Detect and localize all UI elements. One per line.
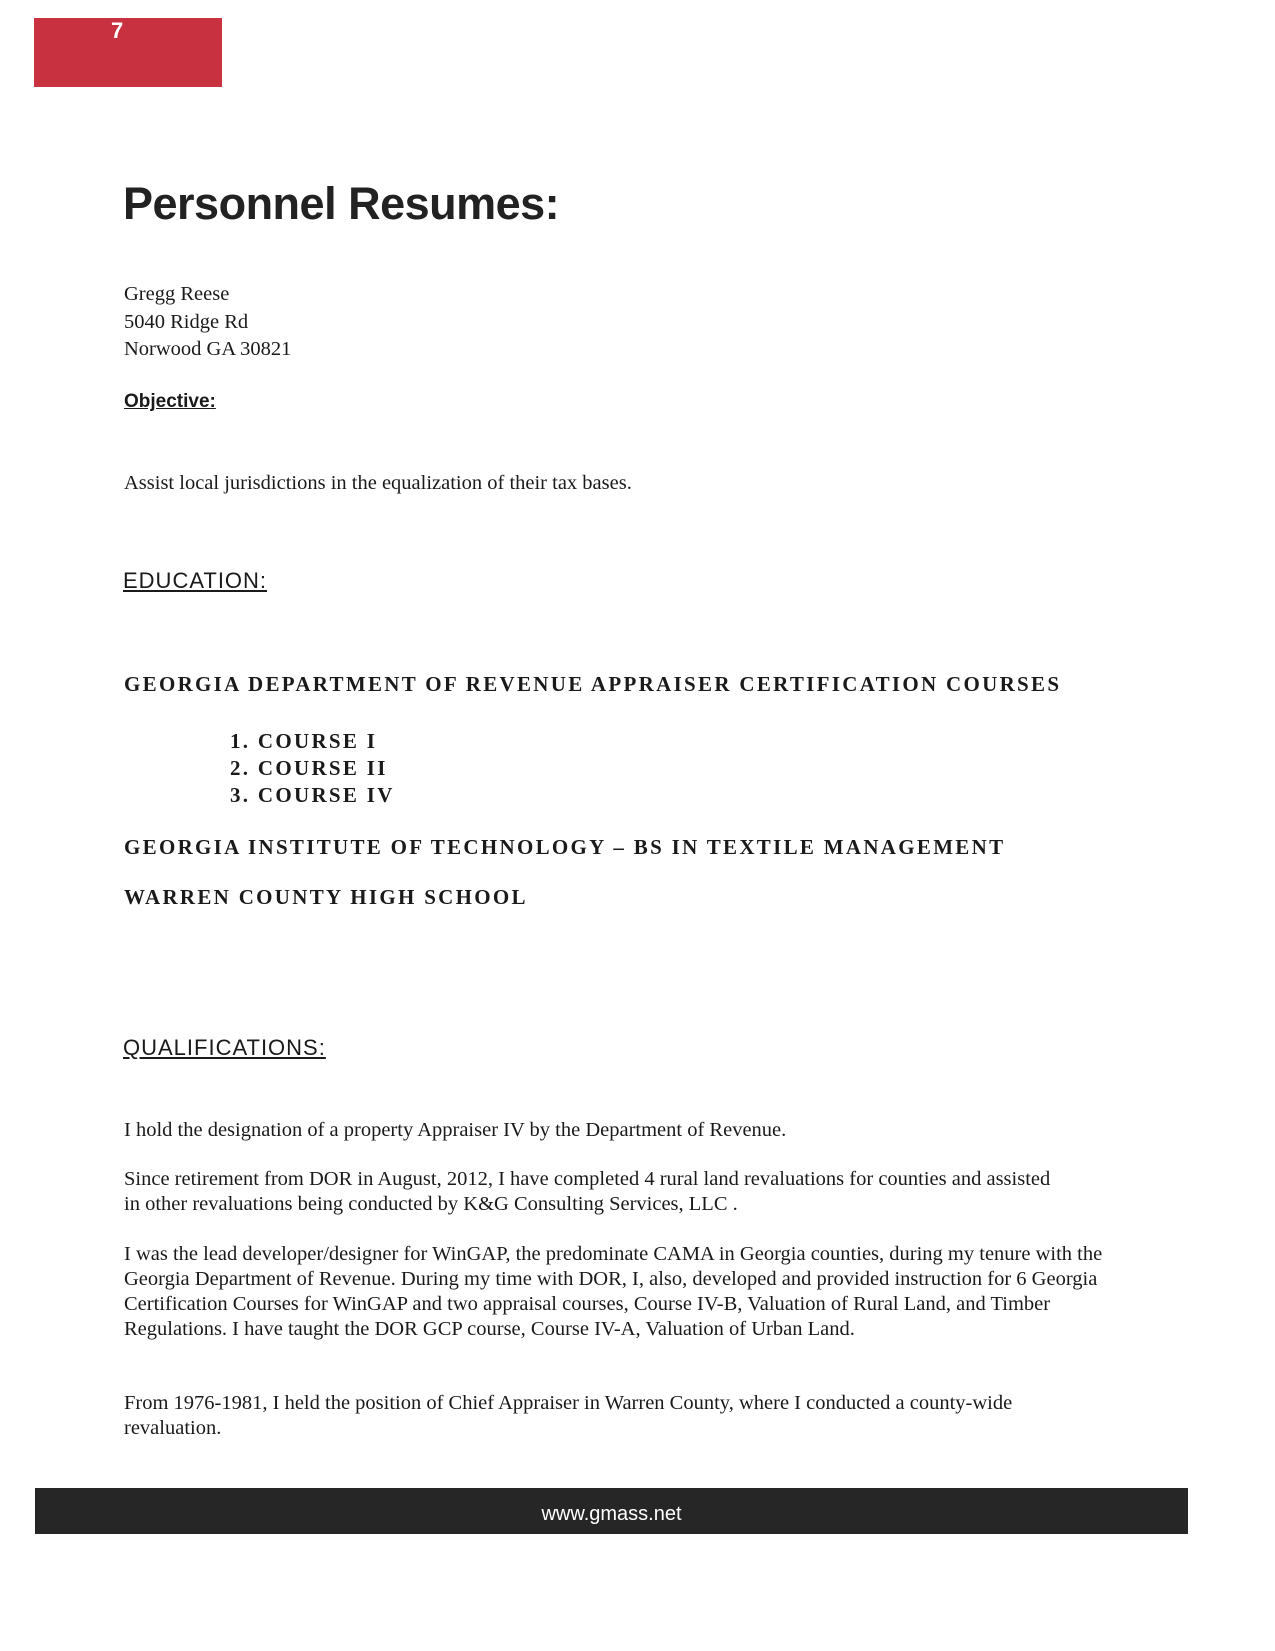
course-item: 3. COURSE IV: [230, 783, 395, 807]
contact-block: [124, 281, 291, 364]
page-number-tab: [34, 18, 222, 87]
page-number: 7: [111, 18, 124, 43]
page-title: Personnel Resumes:: [123, 178, 560, 229]
course-list: [230, 728, 395, 809]
education-entry-highschool: WARREN COUNTY HIGH SCHOOL: [124, 885, 528, 909]
qualifications-heading: QUALIFICATIONS:: [123, 1035, 326, 1060]
contact-address: 5040 Ridge Rd: [124, 310, 249, 333]
objective-text: Assist local jurisdictions in the equalization of their tax bases.: [124, 472, 632, 494]
qualification-paragraph: Since retirement from DOR in August, 2012, I have completed 4 rural land revaluations for counties and assisted in other revaluations being conducted by K&G Consulting Services, LLC .: [124, 1168, 1051, 1215]
contact-name: Gregg Reese: [124, 283, 230, 305]
footer-website: www.gmass.net: [541, 1503, 682, 1525]
education-entry-gatech: GEORGIA INSTITUTE OF TECHNOLOGY – BS IN TEXTILE MANAGEMENT: [124, 835, 1006, 859]
education-entry-gdor: GEORGIA DEPARTMENT OF REVENUE APPRAISER CERTIFICATION COURSES: [124, 672, 1062, 696]
education-heading: EDUCATION:: [123, 568, 268, 593]
course-item: 2. COURSE II: [230, 756, 388, 780]
qualification-paragraph: From 1976-1981, I held the position of Chief Appraiser in Warren County, where I conducted a county-wide revaluation.: [124, 1392, 1013, 1439]
course-item: 1. COURSE I: [230, 729, 378, 753]
objective-heading: Objective:: [124, 391, 216, 412]
footer-bar: [35, 1488, 1188, 1534]
qualification-paragraph: I hold the designation of a property Appraiser IV by the Department of Revenue.: [124, 1119, 787, 1141]
contact-city: Norwood GA 30821: [124, 338, 292, 360]
qualification-paragraph: I was the lead developer/designer for WinGAP, the predominate CAMA in Georgia counties, during my tenure with the Georgia Department of Revenue. During my time with DOR, I, also, developed and provided instruction for 6 Georgia Certification Courses for WinGAP and two appraisal courses, Course IV-B, Valuation of Rural Land, and Timber Regulations. I have taught the DOR GCP course, Course IV-A, Valuation of Urban Land.: [124, 1243, 1103, 1340]
